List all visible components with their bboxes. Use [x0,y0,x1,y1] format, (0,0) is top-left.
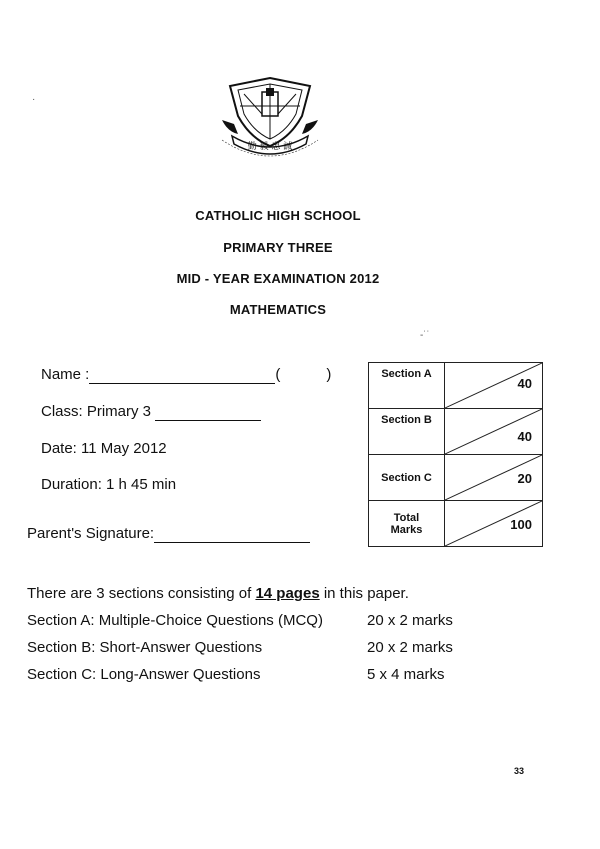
section-b-info [27,639,587,656]
marks-row-label: Section A [369,363,445,409]
marks-table [368,362,543,547]
marks-row-total [369,501,543,547]
parent-signature-label: Parent's Signature: [27,525,155,542]
marks-row-section-c [369,455,543,501]
exam-title: MID - YEAR EXAMINATION 2012 [176,271,380,286]
name-field [41,366,331,384]
section-c-info [27,666,587,683]
score-cell[interactable] [445,455,543,501]
marks-row-label: Section C [369,455,445,501]
marks-row-section-a [369,363,543,409]
max-marks: 100 [510,517,532,532]
parent-signature-field [27,525,310,543]
register-paren-close: ) [326,366,332,383]
date-field: Date: 11 May 2012 [41,440,167,457]
duration-field: Duration: 1 h 45 min [41,476,177,493]
section-marks: 5 x 4 marks [367,666,445,683]
svg-text:勤 毅 忠 誠: 勤 毅 忠 誠 [247,142,293,152]
score-cell[interactable] [445,501,543,547]
marks-row-label: Total Marks [369,501,445,547]
section-marks: 20 x 2 marks [367,612,453,629]
school-crest-logo [218,76,322,162]
name-blank[interactable] [89,366,275,384]
marks-row-section-b [369,409,543,455]
subject-title: MATHEMATICS [229,302,327,317]
scan-dot: · [32,94,36,105]
name-label: Name : [41,366,90,383]
paper-intro: There are 3 sections consisting of 14 pages in this paper. [27,585,409,602]
page-count: 14 pages [255,585,320,602]
max-marks: 20 [517,471,532,486]
class-field [41,403,261,421]
marks-row-label: Section B [369,409,445,455]
parent-signature-blank[interactable] [154,525,310,543]
register-number-blank[interactable] [280,366,326,383]
section-name: Section B: Short-Answer Questions [27,639,263,656]
class-label: Class: Primary 3 [41,403,152,420]
section-name: Section A: Multiple-Choice Questions (MCQ) [27,612,323,629]
max-marks: 40 [517,429,532,444]
score-cell[interactable] [445,363,543,409]
section-name: Section C: Long-Answer Questions [27,666,261,683]
level-title: PRIMARY THREE [223,240,333,255]
section-a-info [27,612,587,629]
class-blank[interactable] [155,403,261,421]
page-number: 33 [514,766,525,776]
max-marks: 40 [517,376,532,391]
school-name: CATHOLIC HIGH SCHOOL [195,208,361,223]
section-marks: 20 x 2 marks [367,639,453,656]
register-paren-open: ( [275,366,281,383]
scan-speck: -˙˙ [420,330,430,341]
score-cell[interactable] [445,409,543,455]
